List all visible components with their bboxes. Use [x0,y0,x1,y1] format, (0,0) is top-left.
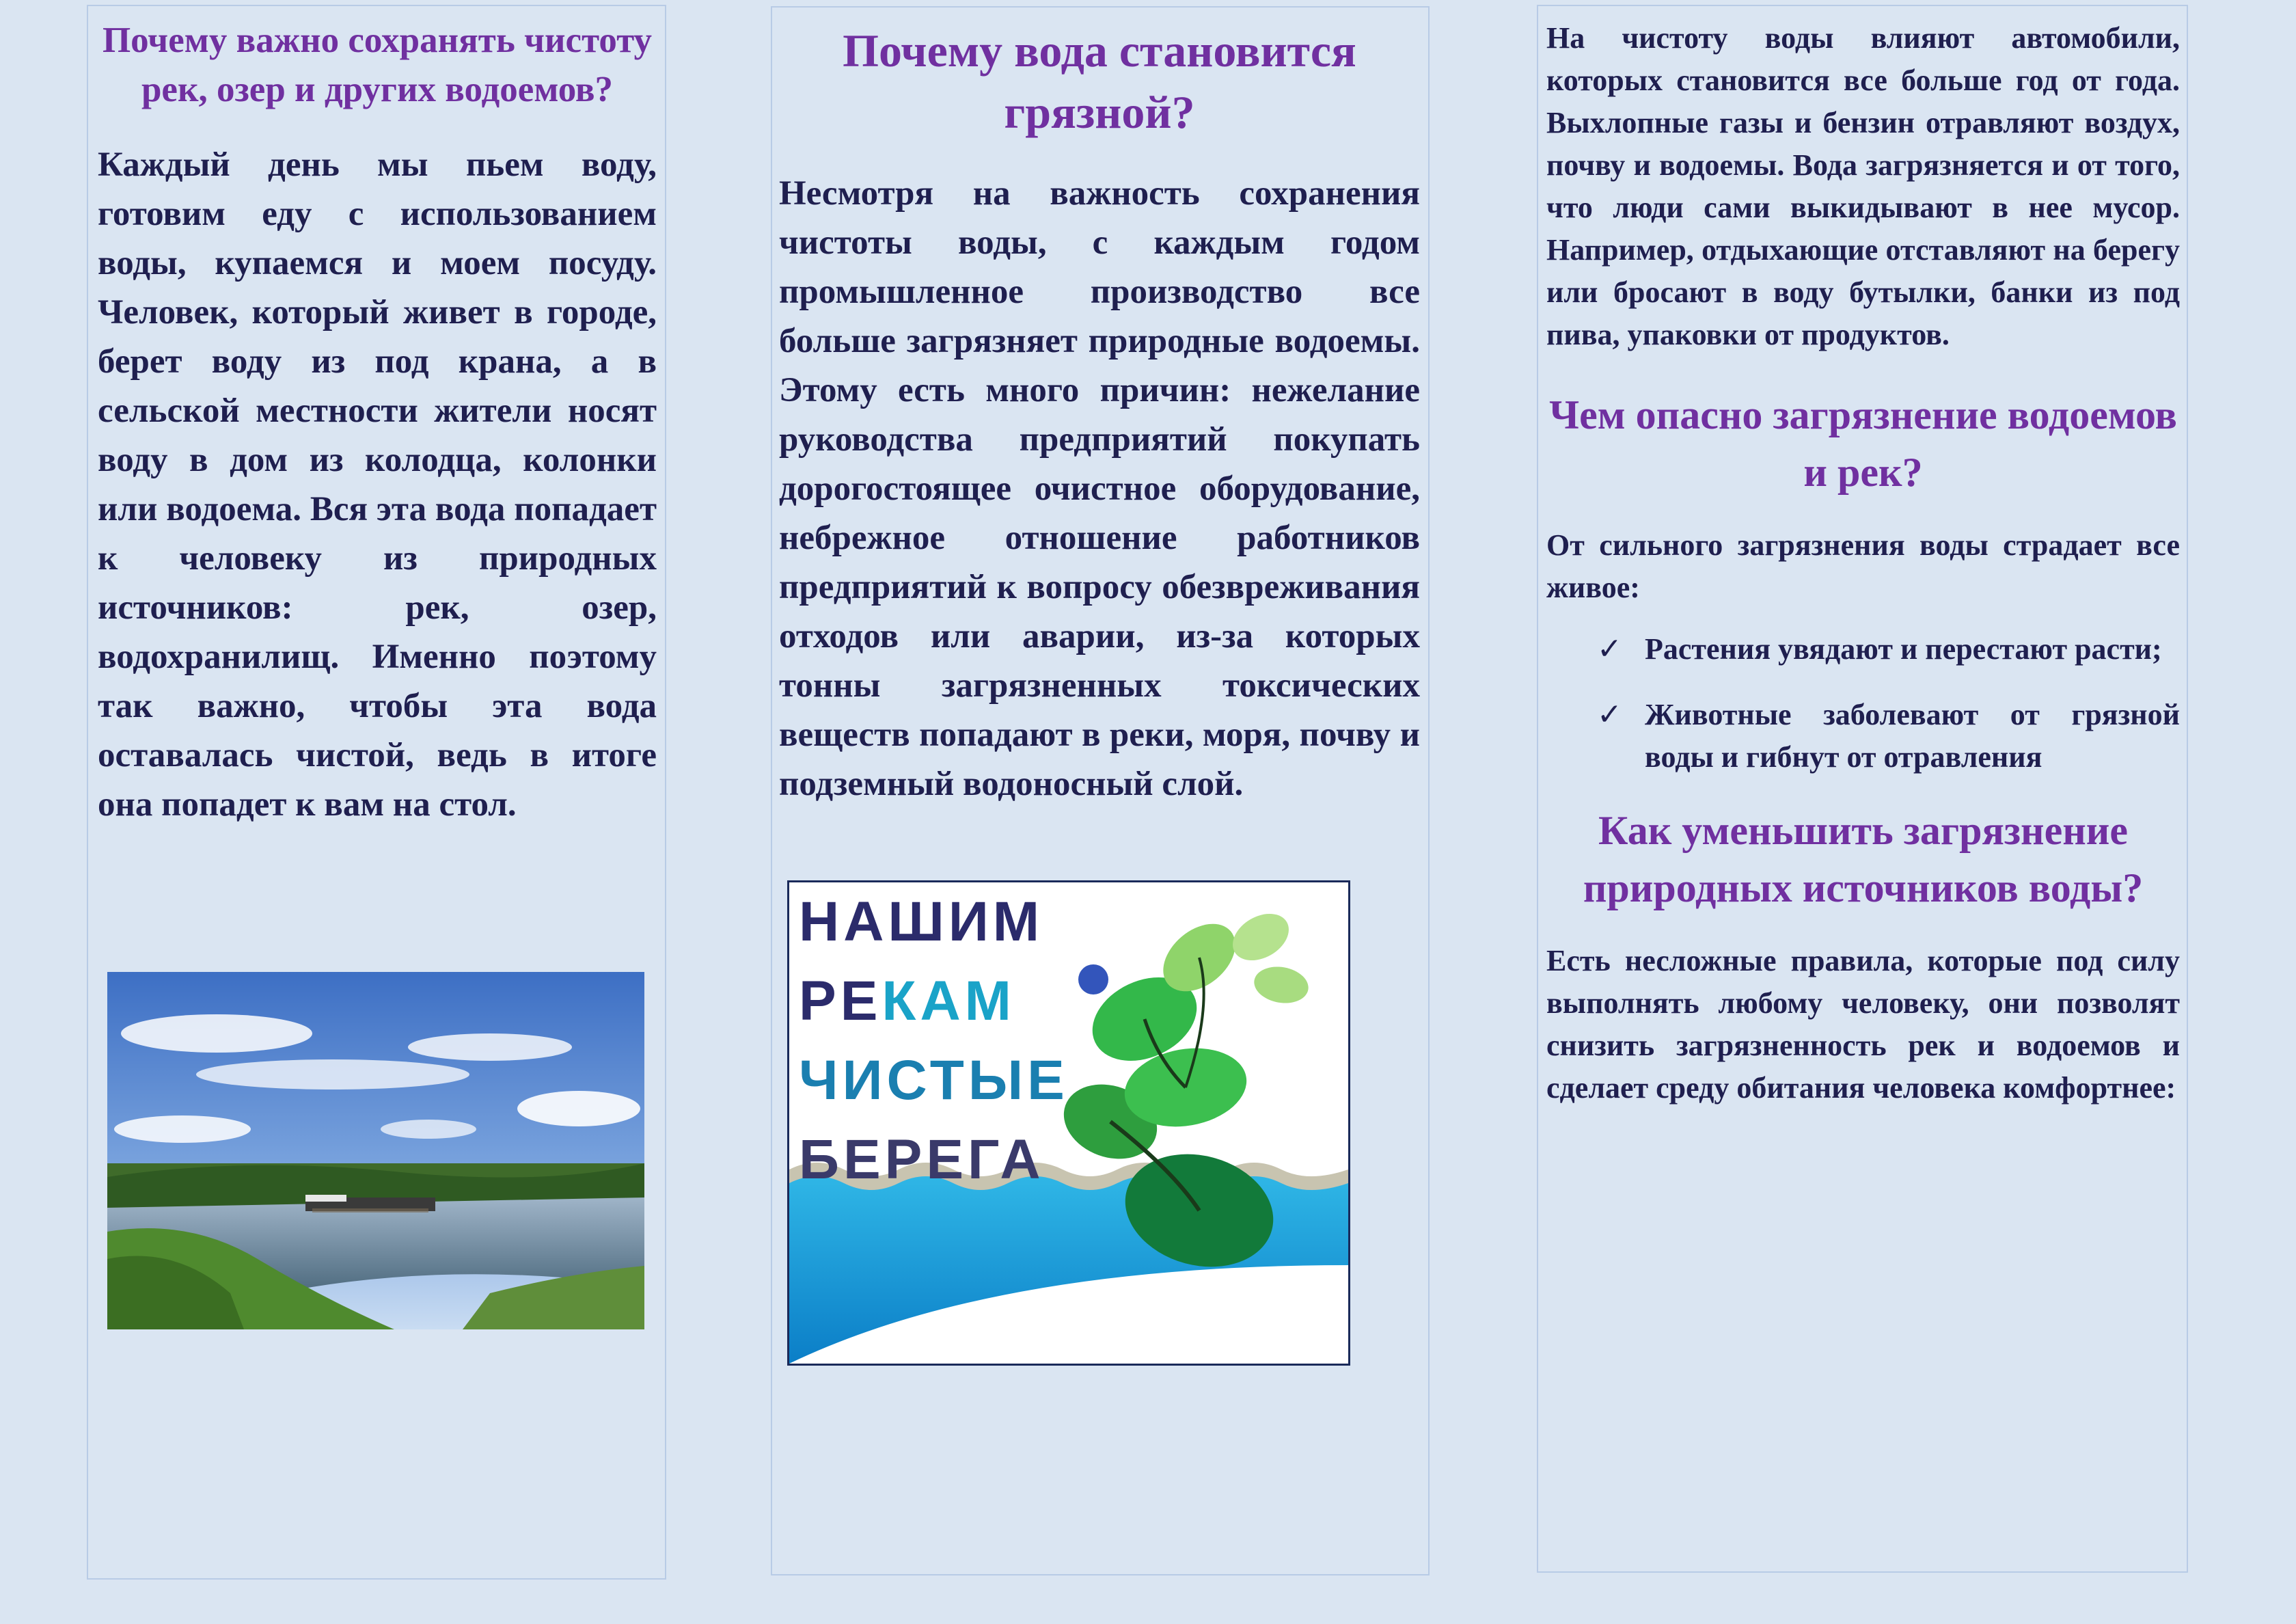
poster-line-2b: КАМ [882,970,1015,1032]
poster-line-4: БЕРЕГА [799,1128,1045,1191]
list-item [1546,628,2180,671]
list-item-text: Растения увядают и перестают расти; [1645,632,2162,666]
column-2-body: Несмотря на важность сохранения чистоты воды, с каждым годом промышленное производство все больше загрязняет природные водоемы. Этому есть много причин: нежелание руководства предприятий покупать дорогостоящее очистное оборудование, небрежное отношение работников предприятий к вопросу обезвреживания отходов или аварии, из-за которых тонны загрязненных токсических веществ попадают в реки, моря, почву и подземный водоносный слой. [779,174,1420,803]
checkmark-icon: ✓ [1597,697,1622,732]
column-2-heading: Почему вода становится грязной? [843,25,1356,138]
list-item [1546,694,2180,779]
river-landscape-photo [107,972,644,1329]
brochure-column-1 [87,5,666,1580]
column-3-rules-text: Есть несложные правила, которые под силу выполнять любому человеку, они позволят снизить загрязненность рек и водоемов и сделает среду обитания человека комфортнее: [1546,944,2180,1105]
brochure-column-2 [771,6,1430,1575]
clean-banks-poster [787,880,1350,1366]
poster-line-1: НАШИМ [799,891,1044,953]
column-3-intro: На чистоту воды влияют автомобили, которых становится все больше год от года. Выхлопные газы и бензин отравляют воздух, почву и водоемы. Вода загрязняется и от того, что люди сами выкидывают в нее мусор. Например, отдыхающие отставляют на берегу или бросают в воду бутылки, банки из под пива, упаковки от продуктов. [1546,21,2180,351]
column-3-danger-text: От сильного загрязнения воды страдает все живое: [1546,528,2180,604]
brochure-column-3 [1537,5,2188,1573]
poster-line-2a: РЕ [799,970,882,1032]
list-item-text: Животные заболевают от грязной воды и гибнут от отравления [1645,698,2180,774]
poster-line-3: ЧИСТЫЕ [799,1049,1069,1111]
column-3-heading-reduce: Как уменьшить загрязнение природных источников воды? [1583,808,2144,910]
danger-list [1546,628,2180,779]
column-3-heading-danger: Чем опасно загрязнение водоемов и рек? [1549,392,2177,495]
column-1-heading: Почему важно сохранять чистоту рек, озер и других водоемов? [102,21,653,109]
column-1-body: Каждый день мы пьем воду, готовим еду с использованием воды, купаемся и моем посуду. Человек, который живет в городе, берет воду из под крана, а в сельской местности жители носят воду в дом из колодца, колонки или водоема. Вся эта вода попадает к человеку из природных источников: рек, озер, водохранилищ. Именно поэтому так важно, чтобы эта вода оставалась чистой, ведь в итоге она попадет к вам на стол. [98,146,657,824]
checkmark-icon: ✓ [1597,632,1622,666]
